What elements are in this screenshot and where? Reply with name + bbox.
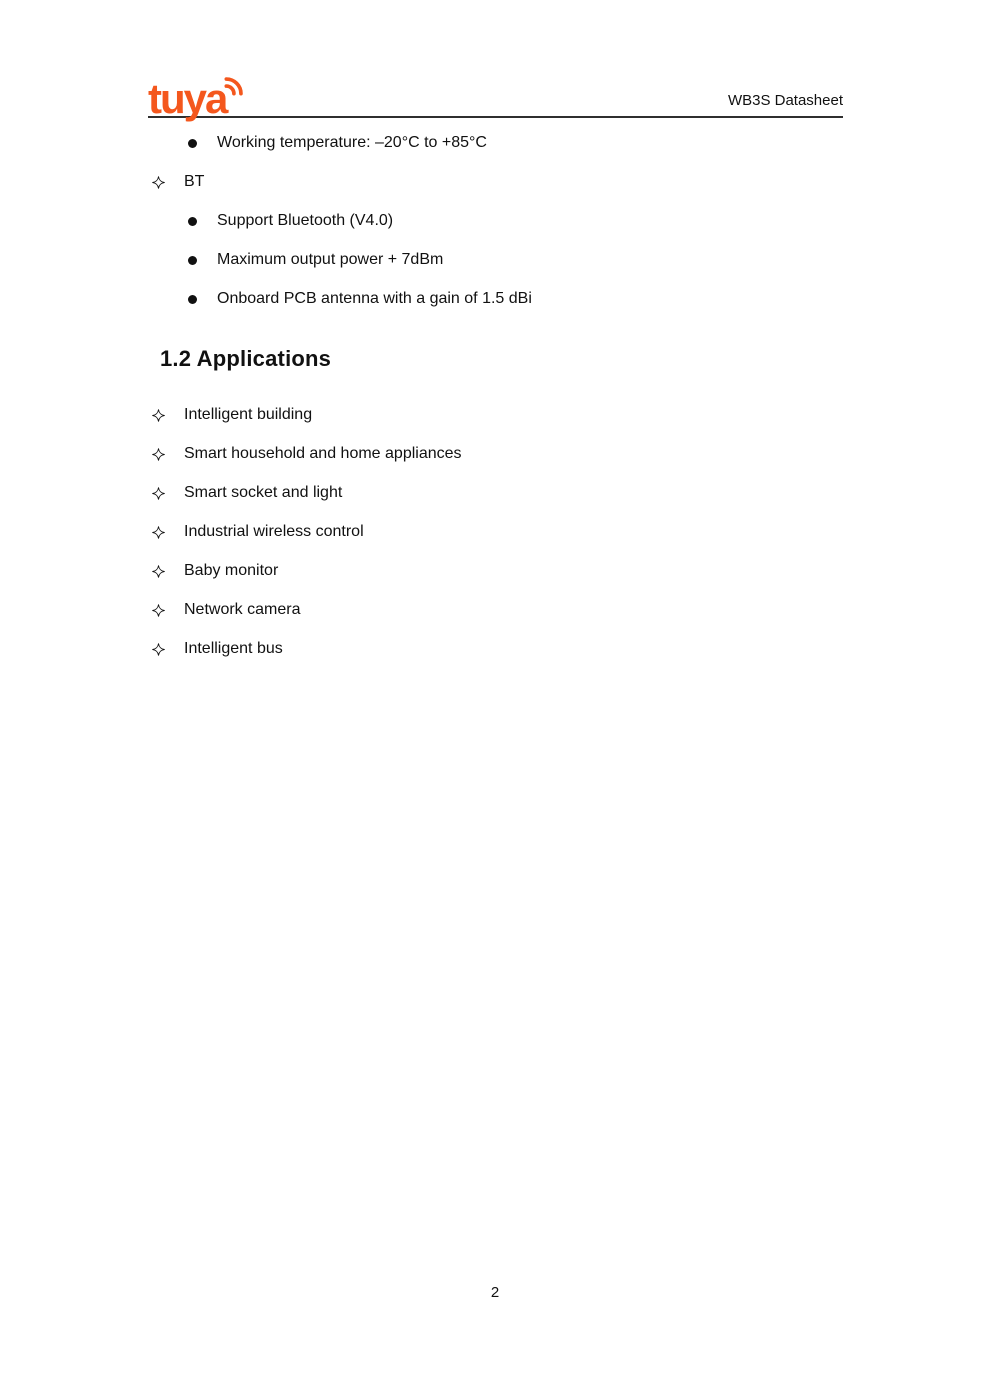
feature-group-bt (148, 163, 843, 202)
section-title: 1.2 Applications (160, 345, 332, 371)
feature-item-label: Support Bluetooth (V4.0) (217, 212, 394, 230)
circle-bullet-icon (188, 217, 197, 226)
diamond-bullet-icon (152, 643, 165, 656)
diamond-bullet-icon (152, 565, 165, 578)
feature-item-bt-0 (148, 202, 843, 241)
circle-bullet-icon (188, 295, 197, 304)
application-item-label: Smart household and home appliances (184, 445, 462, 463)
application-item-label: Intelligent bus (184, 640, 283, 658)
page-content (0, 118, 990, 669)
diamond-bullet-icon (152, 526, 165, 539)
feature-item-label: Working temperature: –20°C to +85°C (217, 134, 487, 152)
diamond-bullet-icon (152, 176, 165, 189)
page-header (0, 0, 990, 122)
application-item-1 (148, 435, 843, 474)
header-row (148, 75, 843, 122)
application-item-3 (148, 513, 843, 552)
diamond-bullet-icon (152, 487, 165, 500)
diamond-bullet-icon (152, 604, 165, 617)
diamond-bullet-icon (152, 409, 165, 422)
tuya-logo (148, 75, 248, 122)
feature-item-working-temp (148, 124, 843, 163)
feature-group-label: BT (184, 173, 205, 191)
application-item-4 (148, 552, 843, 591)
circle-bullet-icon (188, 256, 197, 265)
application-item-label: Baby monitor (184, 562, 279, 580)
feature-item-bt-1 (148, 241, 843, 280)
circle-bullet-icon (188, 139, 197, 148)
application-item-5 (148, 591, 843, 630)
feature-item-bt-2 (148, 280, 843, 319)
page-footer (0, 1284, 990, 1301)
feature-item-label: Maximum output power + 7dBm (217, 251, 444, 269)
wifi-signal-icon (222, 72, 248, 98)
diamond-bullet-icon (152, 448, 165, 461)
feature-item-label: Onboard PCB antenna with a gain of 1.5 dBi (217, 290, 532, 308)
application-item-6 (148, 630, 843, 669)
application-item-label: Network camera (184, 601, 301, 619)
application-item-label: Intelligent building (184, 406, 313, 424)
application-item-label: Smart socket and light (184, 484, 343, 502)
application-item-label: Industrial wireless control (184, 523, 364, 541)
application-item-0 (148, 396, 843, 435)
document-title: WB3S Datasheet (727, 91, 843, 109)
page-number: 2 (490, 1284, 500, 1301)
tuya-logo-wordmark: tuya (148, 75, 227, 122)
application-item-2 (148, 474, 843, 513)
